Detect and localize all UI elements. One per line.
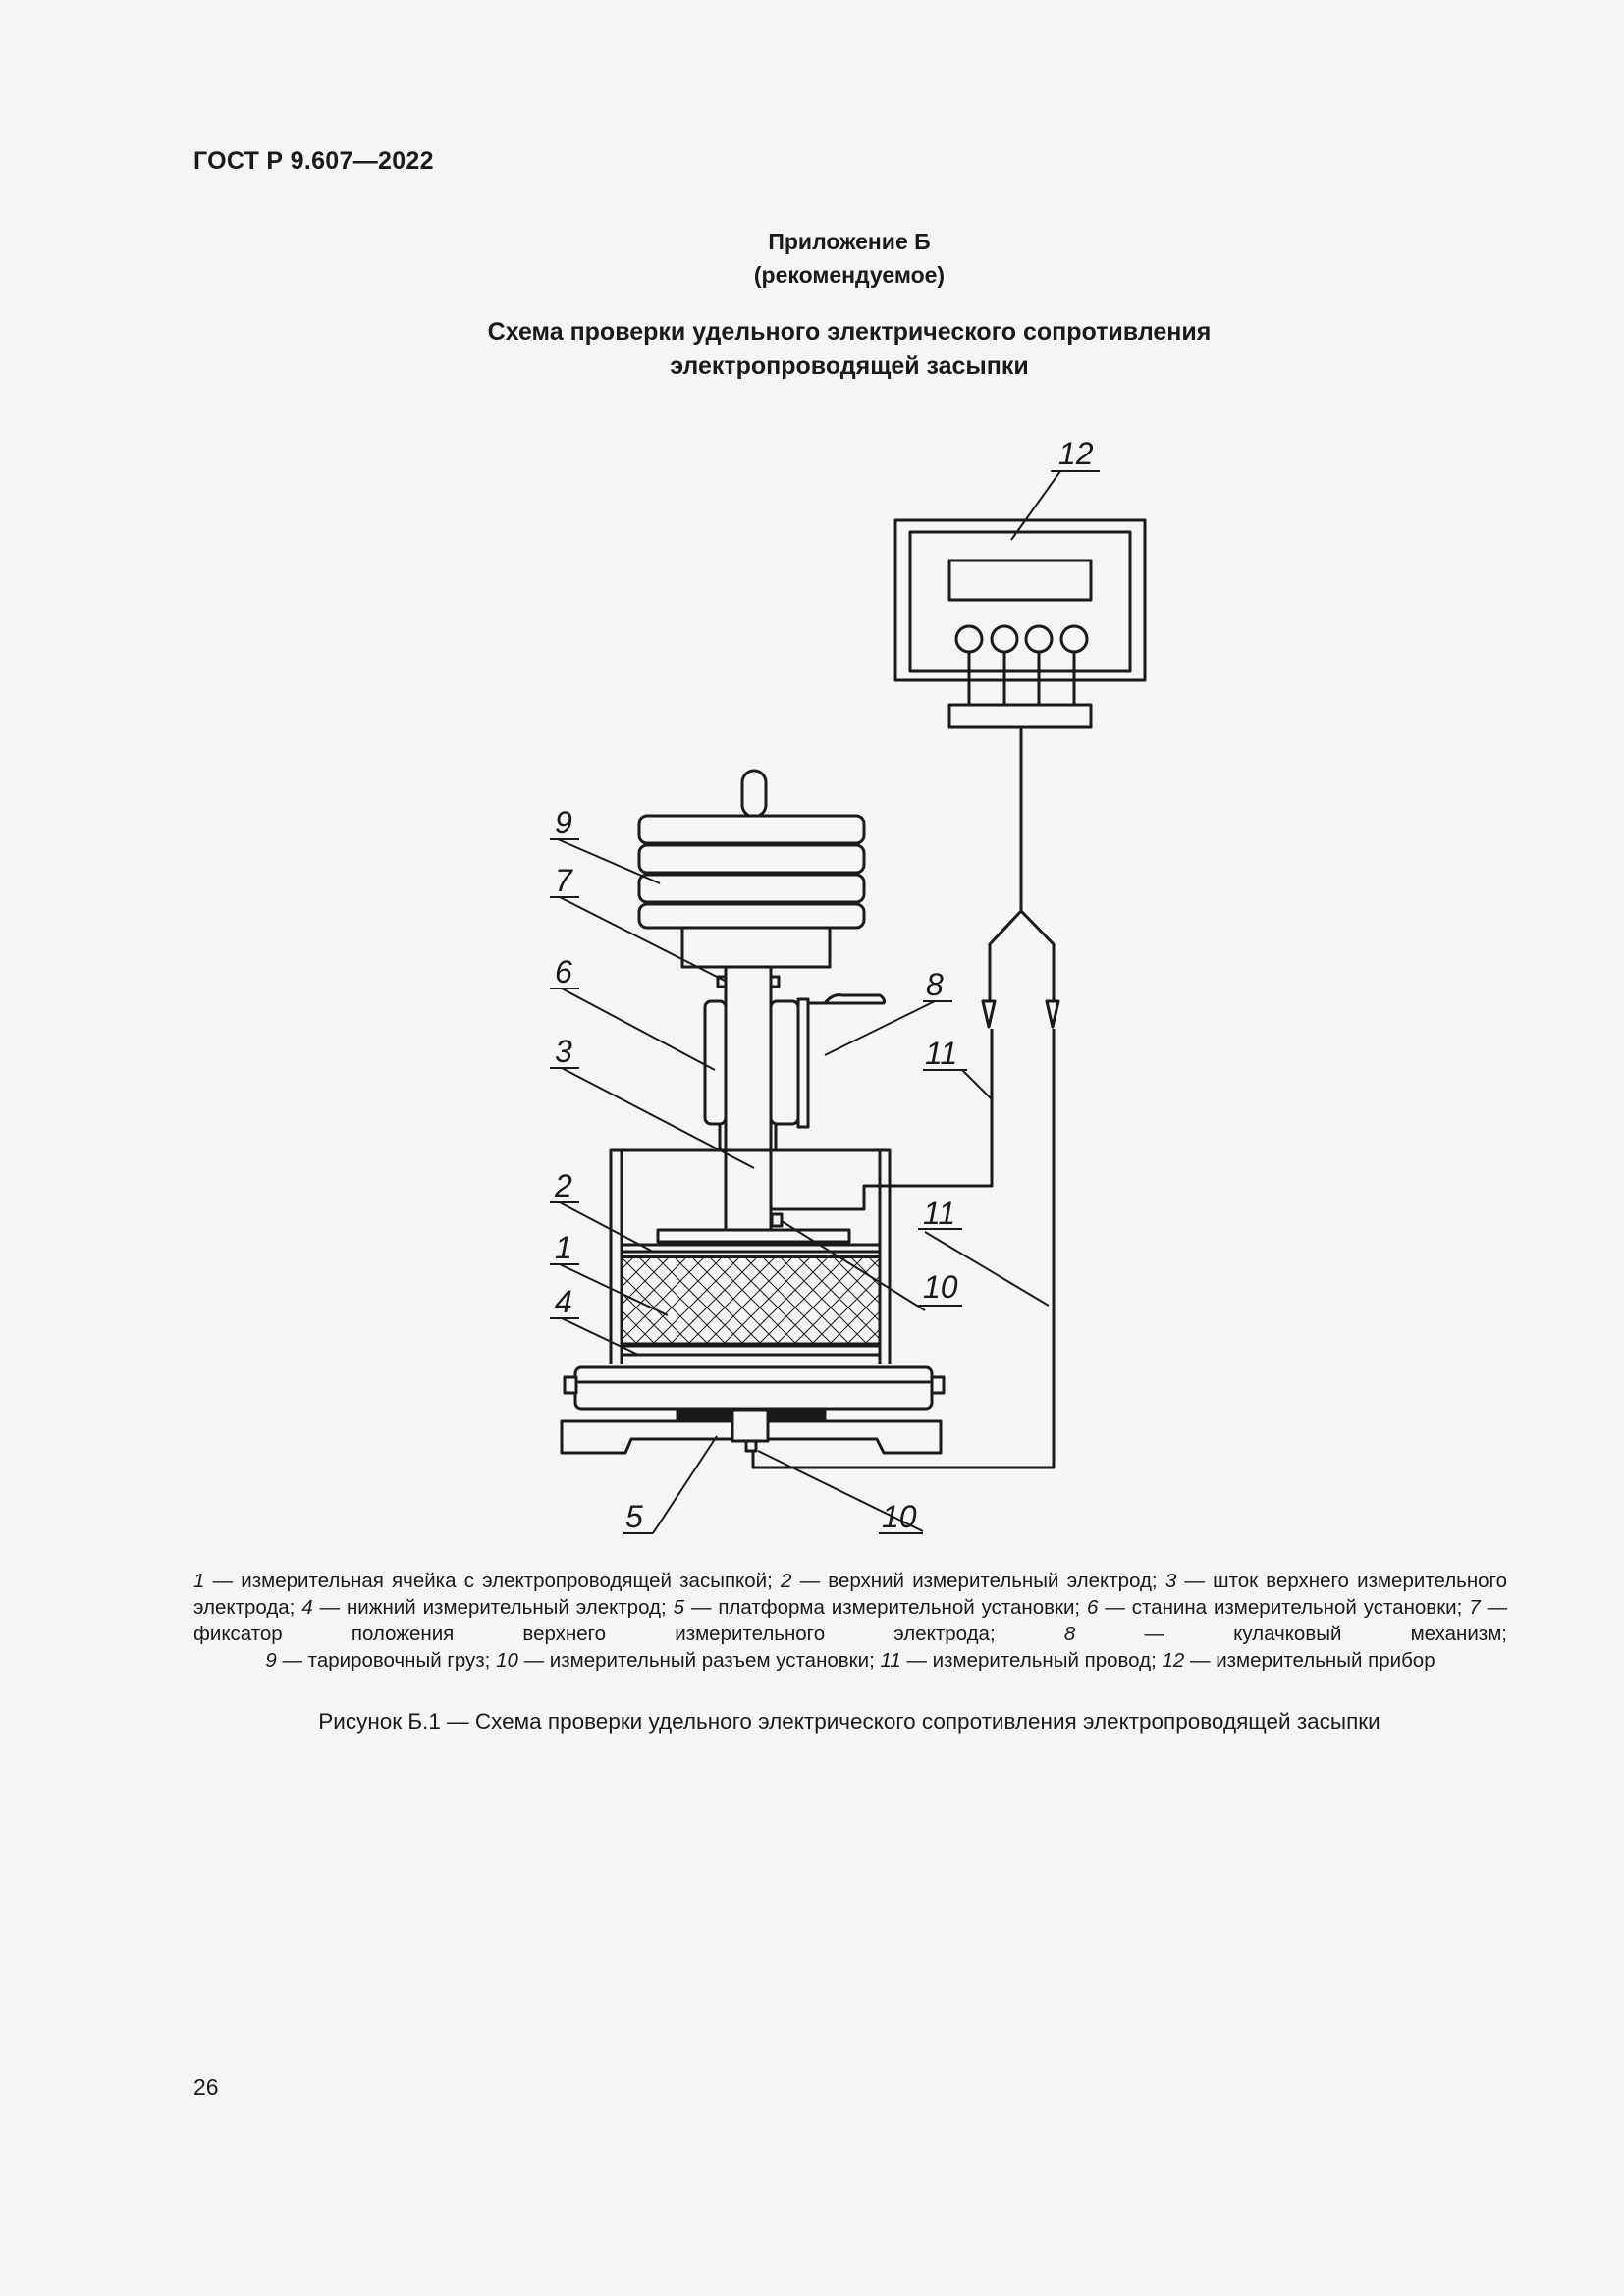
legend-text-9: — тарировочный груз; <box>282 1649 491 1672</box>
legend-num-3: 3 <box>1164 1570 1177 1592</box>
appendix-name: Приложение Б <box>768 229 931 254</box>
appendix-status: (рекомендуемое) <box>753 262 946 288</box>
legend-num-8: 8 <box>1063 1623 1076 1645</box>
callout-10-lower: 10 <box>882 1499 917 1534</box>
callout-6: 6 <box>555 954 572 989</box>
legend-num-1: 1 <box>193 1570 205 1592</box>
figure-caption: Рисунок Б.1 — Схема проверки удельного электрического сопротивления электропроводящей засыпки <box>318 1709 1380 1734</box>
legend-text-2: — верхний измерительный электрод; <box>799 1570 1158 1592</box>
callout-11-upper: 11 <box>925 1036 958 1071</box>
legend-num-6: 6 <box>1087 1596 1099 1619</box>
callout-5: 5 <box>625 1499 643 1534</box>
legend-num-2: 2 <box>781 1570 792 1592</box>
legend-text-10: — измерительный разъем установки; <box>523 1649 875 1672</box>
callout-2: 2 <box>555 1168 572 1203</box>
legend-text-11: — измерительный провод; <box>906 1649 1157 1672</box>
title-line-2: электропроводящей засыпки <box>670 352 1029 380</box>
callout-3: 3 <box>555 1034 572 1069</box>
legend-text-1: — измерительная ячейка с электропроводящей засыпкой; <box>212 1570 773 1592</box>
legend-text-5: — платформа измерительной установки; <box>690 1596 1081 1619</box>
title-line-1: Схема проверки удельного электрического сопротивления <box>487 318 1212 346</box>
calibration-weight <box>639 771 864 967</box>
legend-text-12: — измерительный прибор <box>1190 1649 1435 1672</box>
figure-legend <box>193 1568 1507 1674</box>
legend-num-4: 4 <box>301 1596 313 1619</box>
legend-text-4: — нижний измерительный электрод; <box>319 1596 667 1619</box>
legend-num-10: 10 <box>496 1649 518 1672</box>
legend-text-8: — кулачковый механизм; <box>1144 1623 1507 1645</box>
legend-text-7: — фиксатор положения верхнего измерительного электрода; <box>193 1596 1508 1645</box>
legend-last-line <box>193 1647 1507 1674</box>
legend-num-12: 12 <box>1162 1649 1185 1672</box>
callout-7: 7 <box>555 863 572 898</box>
platform <box>562 1367 944 1453</box>
callout-1: 1 <box>555 1230 572 1265</box>
legend-text-3: — шток верхнего измерительного электрода; <box>193 1570 1507 1619</box>
callout-8: 8 <box>926 967 944 1002</box>
callout-12: 12 <box>1058 436 1094 471</box>
callout-9: 9 <box>555 805 572 840</box>
legend-num-9: 9 <box>265 1649 277 1672</box>
legend-num-7: 7 <box>1469 1596 1481 1619</box>
document-code: ГОСТ Р 9.607—2022 <box>193 147 434 175</box>
measuring-instrument <box>895 520 1145 727</box>
legend-text-6: — станина измерительной установки; <box>1105 1596 1463 1619</box>
page-number: 26 <box>193 2074 219 2100</box>
callout-4: 4 <box>555 1284 572 1319</box>
legend-num-11: 11 <box>880 1649 901 1672</box>
callout-11-lower: 11 <box>923 1196 956 1231</box>
callout-10-upper: 10 <box>923 1269 958 1305</box>
legend-num-5: 5 <box>673 1596 685 1619</box>
